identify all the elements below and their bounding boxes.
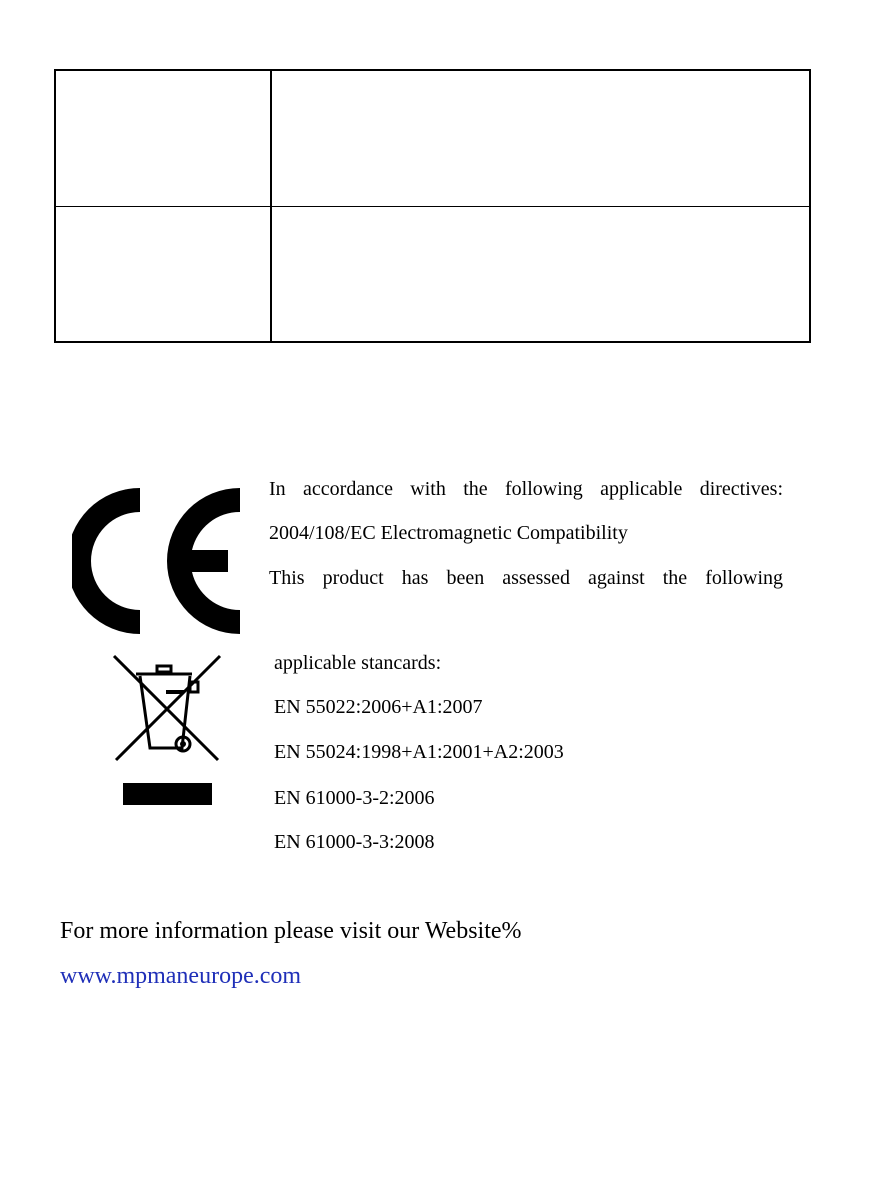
ce-mark-icon — [72, 488, 240, 634]
standards-label: applicable stancards: — [274, 652, 442, 674]
table-cell — [272, 71, 809, 206]
empty-table — [54, 69, 811, 343]
table-cell — [56, 207, 270, 341]
table-divider-horizontal — [56, 206, 809, 207]
assessed-statement: This product has been assessed against the following — [269, 567, 783, 589]
weee-bar — [123, 783, 212, 805]
standard-item: EN 61000-3-2:2006 — [274, 787, 435, 809]
website-link[interactable]: www.mpmaneurope.com — [60, 963, 302, 989]
crossed-out-wheelie-bin-icon — [110, 652, 226, 764]
standard-item: EN 55022:2006+A1:2007 — [274, 696, 483, 718]
table-cell — [56, 71, 270, 206]
table-cell — [272, 207, 809, 341]
standard-item: EN 61000-3-3:2008 — [274, 831, 435, 853]
directive-emc: 2004/108/EC Electromagnetic Compatibility — [269, 522, 628, 544]
directives-intro: In accordance with the following applicable directives: — [269, 478, 783, 500]
more-info-text: For more information please visit our Website% — [60, 918, 522, 944]
standard-item: EN 55024:1998+A1:2001+A2:2003 — [274, 741, 564, 763]
